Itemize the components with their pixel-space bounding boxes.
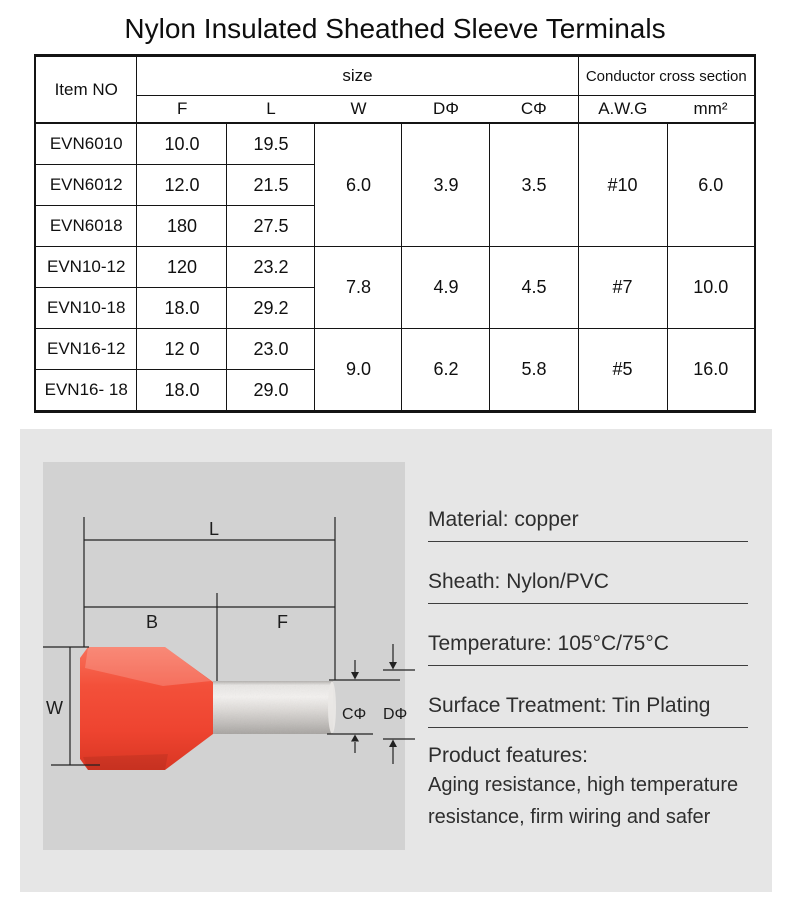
f-cell: 18.0 (137, 370, 227, 412)
f-cell: 18.0 (137, 288, 227, 329)
col-header-w: W (315, 96, 402, 124)
spec-material: Material: copper (428, 507, 748, 542)
item-no-cell: EVN6010 (35, 123, 137, 165)
features-title: Product features: (428, 744, 588, 767)
spec-sheath: Sheath: Nylon/PVC (428, 542, 748, 604)
c-phi-cell-group: 5.8 (490, 329, 578, 412)
col-header-c-phi: CΦ (490, 96, 578, 124)
c-phi-cell-group: 4.5 (490, 247, 578, 329)
mm2-cell-group: 16.0 (667, 329, 755, 412)
terminal-illustration (80, 647, 336, 770)
mm2-cell-group: 6.0 (667, 123, 755, 247)
l-cell: 23.2 (227, 247, 315, 288)
mm2-cell-group: 10.0 (667, 247, 755, 329)
spec-table (34, 54, 756, 413)
spec-surface-treatment: Surface Treatment: Tin Plating (428, 666, 748, 728)
product-section (20, 429, 772, 892)
d-phi-cell-group: 4.9 (402, 247, 490, 329)
label-inner-dia-c-phi: CΦ (342, 706, 367, 723)
w-cell-group: 9.0 (315, 329, 402, 412)
col-header-l: L (227, 96, 315, 124)
l-cell: 23.0 (227, 329, 315, 370)
col-header-d-phi: DΦ (402, 96, 490, 124)
tube-end-cap (328, 682, 336, 734)
spec-temperature: Temperature: 105°C/75°C (428, 604, 748, 666)
col-header-f: F (137, 96, 227, 124)
f-cell: 12 0 (137, 329, 227, 370)
item-no-cell: EVN10-18 (35, 288, 137, 329)
item-no-cell: EVN10-12 (35, 247, 137, 288)
awg-cell-group: #7 (578, 247, 667, 329)
label-sleeve-b: B (146, 612, 159, 632)
col-header-mm2: mm² (667, 96, 755, 124)
col-header-awg: A.W.G (578, 96, 667, 124)
f-cell: 120 (137, 247, 227, 288)
label-width-w: W (46, 698, 63, 718)
page-title: Nylon Insulated Sheathed Sleeve Terminals (124, 13, 666, 44)
metal-tube-texture (213, 681, 333, 734)
table-row (35, 247, 755, 288)
awg-cell-group: #5 (578, 329, 667, 412)
f-cell: 12.0 (137, 165, 227, 206)
header-row-groups (35, 56, 755, 96)
features-line-2: resistance, firm wiring and safer (428, 806, 711, 828)
item-no-cell: EVN16-12 (35, 329, 137, 370)
table-row (35, 123, 755, 165)
terminal-dimension-diagram (43, 462, 408, 850)
l-cell: 21.5 (227, 165, 315, 206)
d-phi-cell-group: 6.2 (402, 329, 490, 412)
c-phi-cell-group: 3.5 (490, 123, 578, 247)
table-row (35, 329, 755, 370)
header-row-columns (35, 96, 755, 124)
l-cell: 19.5 (227, 123, 315, 165)
item-no-cell: EVN16- 18 (35, 370, 137, 412)
features-line-1: Aging resistance, high temperature (428, 774, 739, 796)
f-cell: 10.0 (137, 123, 227, 165)
d-phi-cell-group: 3.9 (402, 123, 490, 247)
specs-list (428, 507, 748, 833)
w-cell-group: 7.8 (315, 247, 402, 329)
l-cell: 29.2 (227, 288, 315, 329)
item-no-cell: EVN6012 (35, 165, 137, 206)
col-group-conductor: Conductor cross section (578, 56, 755, 96)
l-cell: 29.0 (227, 370, 315, 412)
w-cell-group: 6.0 (315, 123, 402, 247)
item-no-cell: EVN6018 (35, 206, 137, 247)
col-group-size: size (137, 56, 578, 96)
label-outer-dia-d-phi: DΦ (383, 706, 408, 723)
awg-cell-group: #10 (578, 123, 667, 247)
l-cell: 27.5 (227, 206, 315, 247)
label-length-l: L (209, 519, 220, 539)
col-header-item-no: Item NO (35, 56, 137, 124)
product-image-panel (43, 462, 408, 850)
f-cell: 180 (137, 206, 227, 247)
label-pin-f: F (277, 612, 288, 632)
